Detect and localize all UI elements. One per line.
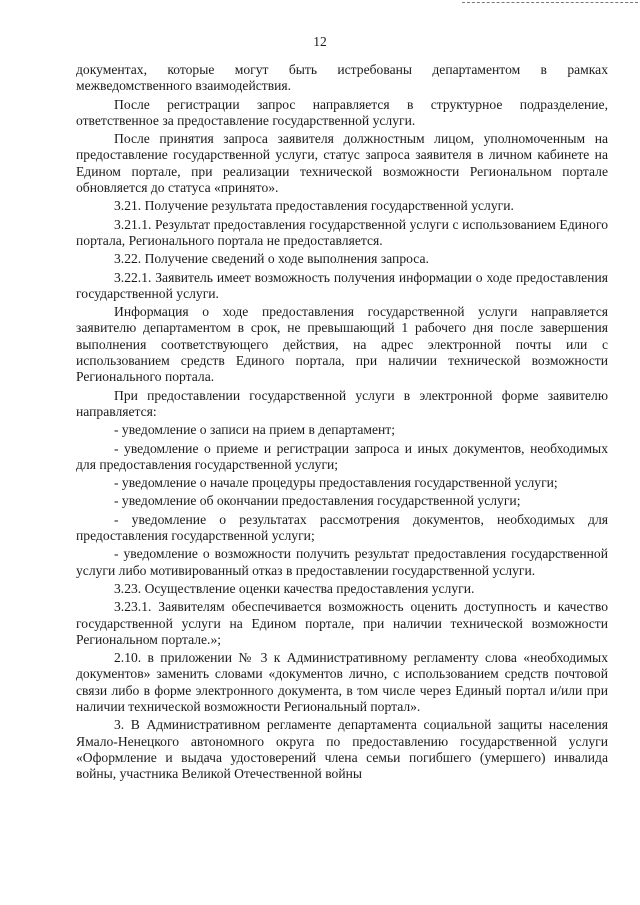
list-item: - уведомление о результатах рассмотрения документов, необходимых для предоставления государственной услуги; [76, 511, 608, 544]
section-heading: 3.21. Получение результата предоставления государственной услуги. [114, 198, 514, 214]
top-rule [462, 2, 638, 3]
paragraph: При предоставлении государственной услуги в электронной форме заявителю направляется: [76, 387, 608, 419]
list-item: - уведомление о возможности получить результат предоставления государственной услуги либо мотивированный отказ в предоставлении государственной услуги. [76, 546, 608, 578]
paragraph: 2.10. в приложении № 3 к Административному регламенту слова «необходимых документов» заменить словами «документов лично, с использованием средств почтовой связи либо в форме электронного документа, в том числе через Единый портал и/или при наличии технической возможности Региональный портал». [76, 650, 608, 714]
list-item: - уведомление о записи на прием в департамент; [114, 422, 395, 438]
paragraph: 3. В Административном регламенте департамента социальной защиты населения Ямало-Ненецкого автономного округа по предоставлению государственной услуги «Оформление и выдача удостоверений члена семьи погибшего (умершего) инвалида войны, участника Великой Отечественной войны [76, 717, 608, 782]
paragraph: После принятия запроса заявителя должностным лицом, уполномоченным на предоставление государственной услуги, статус запроса заявителя в личном кабинете на Едином портале, при реализации технической возможности Региональном портале обновляется до статуса «принято». [76, 131, 608, 196]
list-item: - уведомление о приеме и регистрации запроса и иных документов, необходимых для предоставления государственной услуги; [76, 440, 608, 472]
document-body [76, 62, 608, 784]
section-heading: 3.22. Получение сведений о ходе выполнения запроса. [114, 251, 429, 267]
page-number: 12 [313, 34, 327, 49]
paragraph: 3.23.1. Заявителям обеспечивается возможность оценить доступность и качество государственной услуги на Едином портале, при наличии технической возможности Региональном портале.»; [76, 599, 608, 647]
section-heading: 3.23. Осуществление оценки качества предоставления услуги. [114, 580, 475, 596]
list-item: - уведомление об окончании предоставления государственной услуги; [114, 493, 521, 509]
paragraph: После регистрации запрос направляется в структурное подразделение, ответственное за предоставление государственной услуги. [76, 96, 608, 128]
list-item: - уведомление о начале процедуры предоставления государственной услуги; [114, 475, 558, 491]
paragraph: 3.22.1. Заявитель имеет возможность получения информации о ходе предоставления государственной услуги. [76, 269, 608, 301]
paragraph: Информация о ходе предоставления государственной услуги направляется заявителю департаментом в срок, не превышающий 1 рабочего дня после завершения выполнения соответствующего действия, на адрес электронной почты или с использованием средств Единого портала, при наличии технической возможности Регионального портала. [76, 304, 608, 385]
paragraph: 3.21.1. Результат предоставления государственной услуги с использованием Единого портала, Регионального портала не предоставляется. [76, 216, 608, 248]
paragraph: документах, которые могут быть истребованы департаментом в рамках межведомственного взаимодействия. [76, 62, 608, 94]
